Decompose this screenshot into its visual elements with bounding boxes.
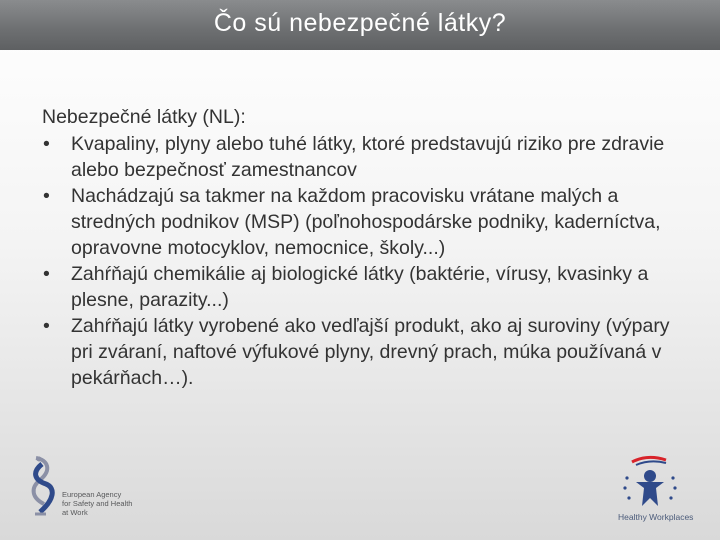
eu-osha-logo [26,454,186,524]
bullet-text: Zahŕňajú chemikálie aj biologické látky (baktérie, vírusy, kvasinky a plesne, parazity...) [71,263,649,311]
bullet-item [42,313,692,391]
agency-name [62,490,172,517]
slide-content [42,104,692,391]
bullet-text: Kvapaliny, plyny alebo tuhé látky, ktoré predstavujú riziko pre zdravie alebo bezpečnosť zamestnancov [71,133,665,181]
bullet-item [42,131,692,183]
title-bar [0,0,720,50]
bullet-marker: • [43,263,50,285]
bullet-marker: • [43,185,50,207]
bullet-text: Zahŕňajú látky vyrobené ako vedľajší produkt, ako aj suroviny (výpary pri zváraní, naftové výfukové plyny, drevný prach, múka používaná v pekárňach…). [71,315,670,389]
bullet-marker: • [43,315,50,337]
intro-text: Nebezpečné látky (NL): [42,106,246,128]
healthy-workplaces-logo [612,452,702,528]
healthy-workplaces-text: Healthy Workplaces [618,512,694,522]
bullet-text: Nachádzajú sa takmer na každom pracovisku vrátane malých a stredných podnikov (MSP) (poľnohospodárske podniky, kaderníctva, opravovne motocyklov, nemocnice, školy...) [71,185,661,259]
bullet-list [42,131,692,391]
bullet-item [42,183,692,261]
agency-name-line: at Work [62,508,88,517]
bullet-item [42,261,692,313]
healthy-workplaces-logo-icon [612,452,692,512]
bullet-marker: • [43,133,50,155]
agency-name-line: for Safety and Health [62,499,133,508]
agency-name-line: European Agency [62,490,122,499]
slide-title: Čo sú nebezpečné látky? [213,8,507,37]
eu-osha-logo-icon [26,454,62,520]
